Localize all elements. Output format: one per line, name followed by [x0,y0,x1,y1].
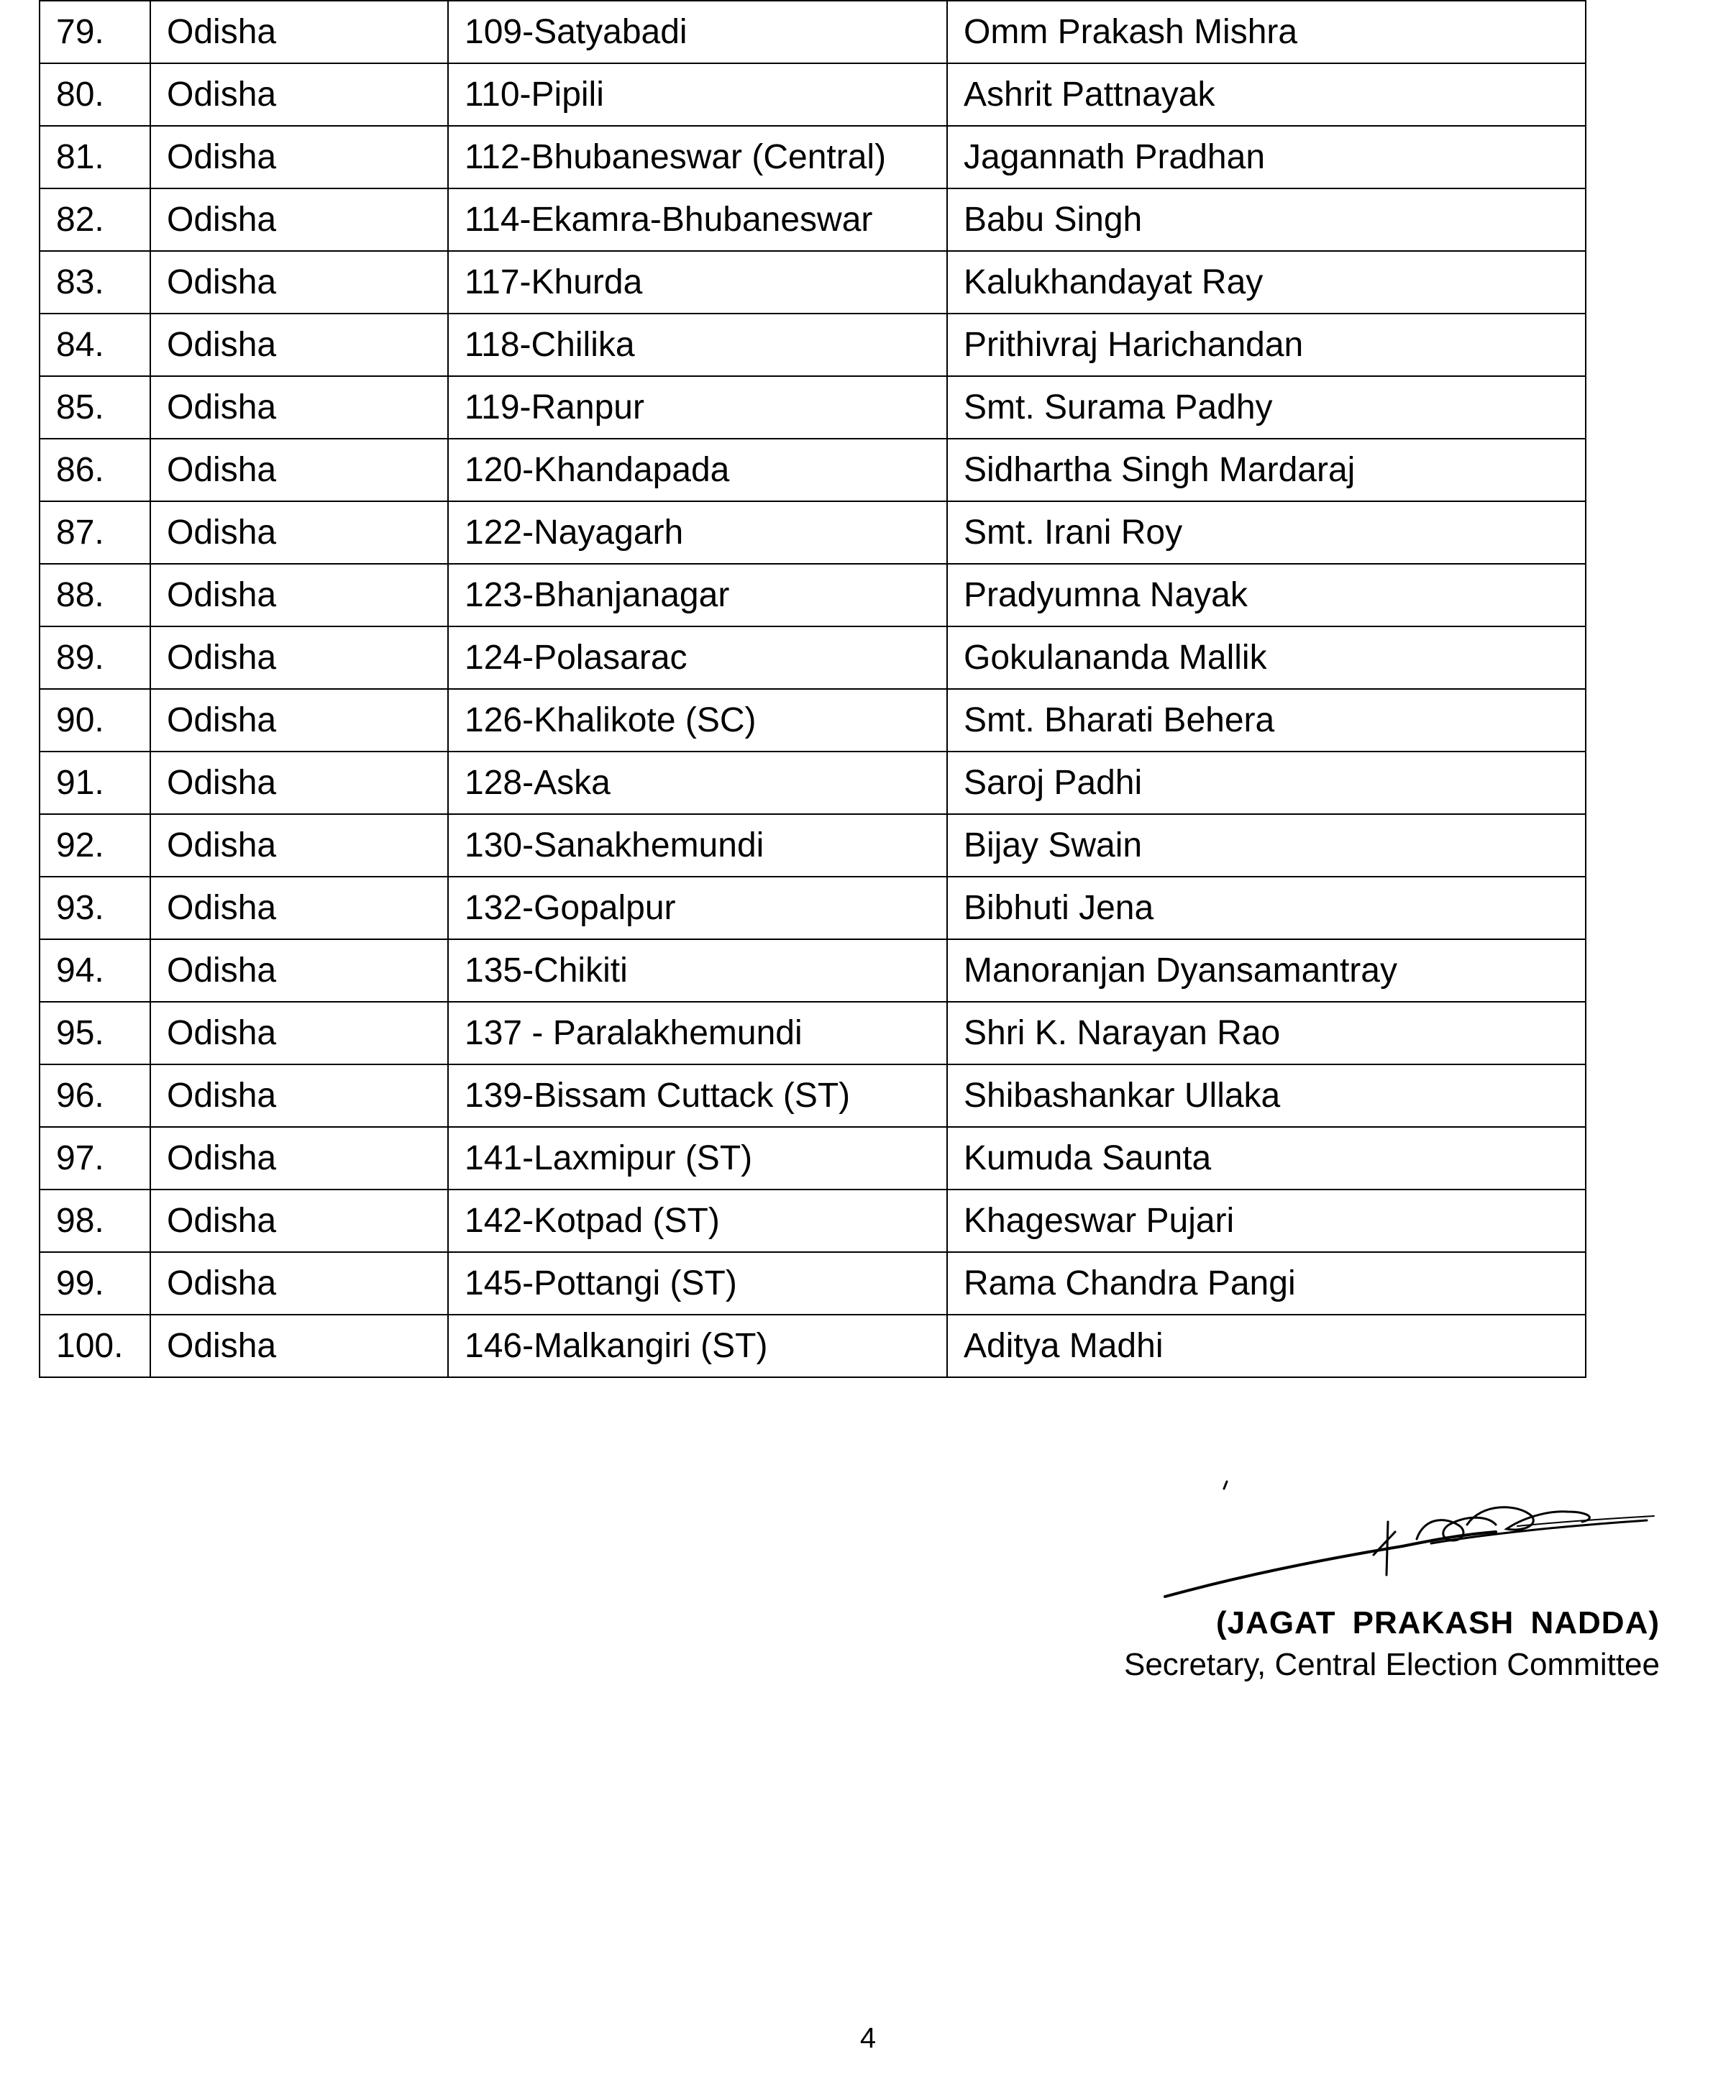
signer-designation: Secretary, Central Election Committee [1123,1647,1660,1682]
serial-number-cell: 90. [40,689,150,752]
state-cell: Odisha [150,1064,448,1127]
page-number: 4 [859,2022,877,2054]
candidate-name-cell: Shri K. Narayan Rao [947,1002,1586,1064]
signer-name: (JAGAT PRAKASH NADDA) [1215,1605,1660,1640]
constituency-cell: 130-Sanakhemundi [448,814,947,877]
table-row [40,564,1586,626]
candidate-name-cell: Manoranjan Dyansamantray [947,939,1586,1002]
state-cell: Odisha [150,1127,448,1190]
constituency-cell: 146-Malkangiri (ST) [448,1315,947,1377]
serial-number-cell: 92. [40,814,150,877]
state-cell: Odisha [150,939,448,1002]
table-row [40,1252,1586,1315]
candidate-name-cell: Smt. Surama Padhy [947,376,1586,439]
candidate-name-cell: Prithivraj Harichandan [947,314,1586,376]
candidate-name-cell: Jagannath Pradhan [947,126,1586,188]
candidate-name-cell: Kumuda Saunta [947,1127,1586,1190]
serial-number-cell: 96. [40,1064,150,1127]
serial-number-cell: 79. [40,1,150,63]
state-cell: Odisha [150,1,448,63]
constituency-cell: 114-Ekamra-Bhubaneswar [448,188,947,251]
candidate-name-cell: Rama Chandra Pangi [947,1252,1586,1315]
candidate-name-cell: Babu Singh [947,188,1586,251]
serial-number-cell: 81. [40,126,150,188]
table-row [40,814,1586,877]
constituency-cell: 145-Pottangi (ST) [448,1252,947,1315]
serial-number-cell: 99. [40,1252,150,1315]
state-cell: Odisha [150,814,448,877]
candidate-list-body [40,1,1586,1377]
state-cell: Odisha [150,251,448,314]
constituency-cell: 112-Bhubaneswar (Central) [448,126,947,188]
candidate-name-cell: Gokulananda Mallik [947,626,1586,689]
constituency-cell: 132-Gopalpur [448,877,947,939]
table-row [40,752,1586,814]
candidate-name-cell: Saroj Padhi [947,752,1586,814]
state-cell: Odisha [150,314,448,376]
candidate-name-cell: Khageswar Pujari [947,1190,1586,1252]
constituency-cell: 109-Satyabadi [448,1,947,63]
constituency-cell: 142-Kotpad (ST) [448,1190,947,1252]
state-cell: Odisha [150,1315,448,1377]
constituency-cell: 128-Aska [448,752,947,814]
serial-number-cell: 94. [40,939,150,1002]
constituency-cell: 137 - Paralakhemundi [448,1002,947,1064]
state-cell: Odisha [150,877,448,939]
candidate-name-cell: Kalukhandayat Ray [947,251,1586,314]
constituency-cell: 110-Pipili [448,63,947,126]
serial-number-cell: 89. [40,626,150,689]
serial-number-cell: 84. [40,314,150,376]
constituency-cell: 119-Ranpur [448,376,947,439]
state-cell: Odisha [150,1190,448,1252]
constituency-cell: 135-Chikiti [448,939,947,1002]
serial-number-cell: 86. [40,439,150,501]
state-cell: Odisha [150,188,448,251]
candidate-name-cell: Aditya Madhi [947,1315,1586,1377]
table-row [40,626,1586,689]
signature-icon [1158,1474,1661,1604]
table-row [40,1002,1586,1064]
serial-number-cell: 85. [40,376,150,439]
state-cell: Odisha [150,564,448,626]
table-row [40,501,1586,564]
table-row [40,251,1586,314]
constituency-cell: 118-Chilika [448,314,947,376]
candidate-name-cell: Sidhartha Singh Mardaraj [947,439,1586,501]
table-row [40,939,1586,1002]
serial-number-cell: 82. [40,188,150,251]
serial-number-cell: 95. [40,1002,150,1064]
table-row [40,1,1586,63]
candidate-name-cell: Shibashankar Ullaka [947,1064,1586,1127]
state-cell: Odisha [150,376,448,439]
table-row [40,1127,1586,1190]
constituency-cell: 141-Laxmipur (ST) [448,1127,947,1190]
constituency-cell: 124-Polasarac [448,626,947,689]
serial-number-cell: 93. [40,877,150,939]
serial-number-cell: 91. [40,752,150,814]
candidate-list-table [39,0,1586,1378]
candidate-name-cell: Omm Prakash Mishra [947,1,1586,63]
table-row [40,1190,1586,1252]
state-cell: Odisha [150,501,448,564]
state-cell: Odisha [150,689,448,752]
constituency-cell: 123-Bhanjanagar [448,564,947,626]
candidate-name-cell: Smt. Irani Roy [947,501,1586,564]
constituency-cell: 120-Khandapada [448,439,947,501]
serial-number-cell: 83. [40,251,150,314]
constituency-cell: 139-Bissam Cuttack (ST) [448,1064,947,1127]
state-cell: Odisha [150,626,448,689]
table-row [40,63,1586,126]
table-row [40,877,1586,939]
state-cell: Odisha [150,439,448,501]
table-row [40,126,1586,188]
table-row [40,1064,1586,1127]
candidate-name-cell: Ashrit Pattnayak [947,63,1586,126]
serial-number-cell: 87. [40,501,150,564]
candidate-name-cell: Bijay Swain [947,814,1586,877]
candidate-name-cell: Bibhuti Jena [947,877,1586,939]
table-row [40,439,1586,501]
table-row [40,314,1586,376]
table-row [40,689,1586,752]
serial-number-cell: 98. [40,1190,150,1252]
constituency-cell: 117-Khurda [448,251,947,314]
state-cell: Odisha [150,126,448,188]
table-row [40,1315,1586,1377]
constituency-cell: 122-Nayagarh [448,501,947,564]
state-cell: Odisha [150,752,448,814]
table-row [40,376,1586,439]
serial-number-cell: 88. [40,564,150,626]
constituency-cell: 126-Khalikote (SC) [448,689,947,752]
state-cell: Odisha [150,63,448,126]
table-row [40,188,1586,251]
serial-number-cell: 97. [40,1127,150,1190]
serial-number-cell: 100. [40,1315,150,1377]
serial-number-cell: 80. [40,63,150,126]
candidate-name-cell: Smt. Bharati Behera [947,689,1586,752]
state-cell: Odisha [150,1002,448,1064]
state-cell: Odisha [150,1252,448,1315]
candidate-name-cell: Pradyumna Nayak [947,564,1586,626]
